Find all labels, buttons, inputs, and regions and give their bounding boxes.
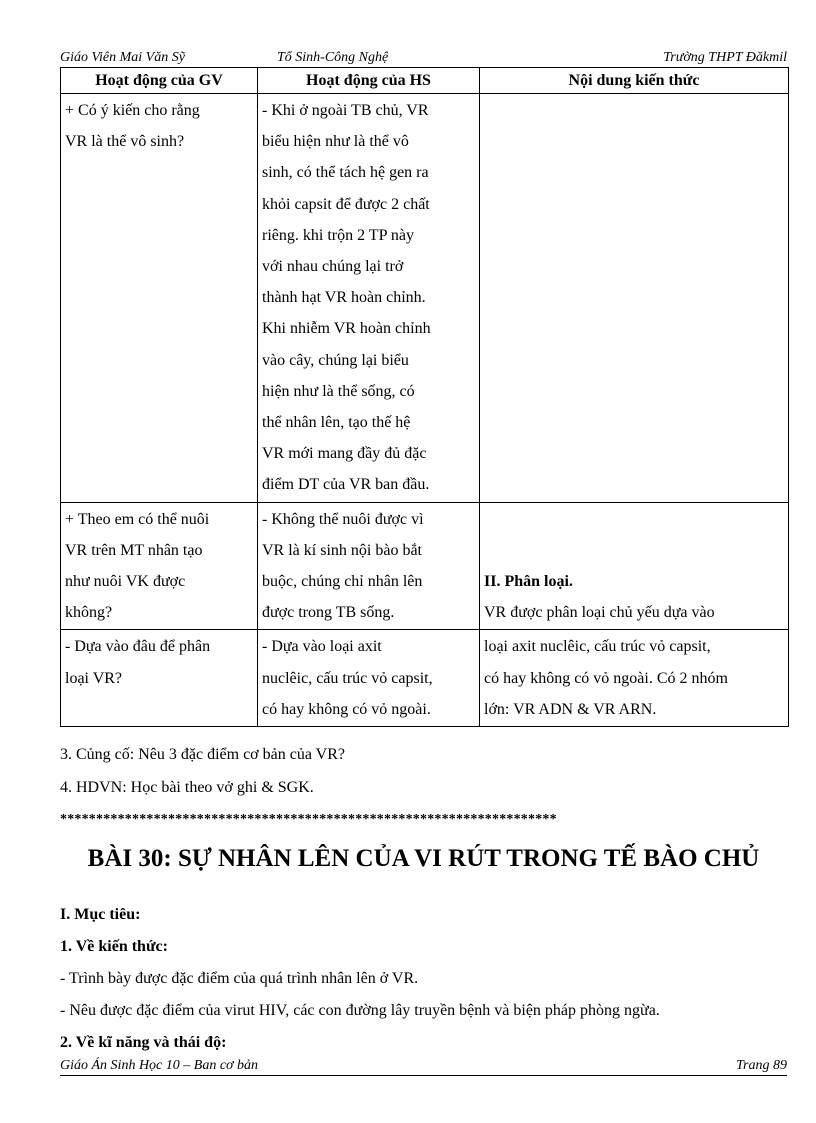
student-activity-cell: [258, 630, 480, 727]
cell-text-line: loại axit nuclêic, cấu trúc vỏ capsit,: [484, 638, 711, 656]
header-department: Tổ Sinh-Công Nghệ: [277, 50, 389, 65]
footer-page-number: Trang 89: [736, 1058, 787, 1073]
cell-text-line: lớn: VR ADN & VR ARN.: [484, 700, 657, 718]
cell-text-line: với nhau chúng lại trở: [262, 258, 404, 276]
cell-text-line: thành hạt VR hoàn chỉnh.: [262, 289, 426, 307]
content-cell: [480, 502, 789, 630]
header-teacher: Giáo Viên Mai Văn Sỹ: [60, 50, 185, 65]
lesson-activity-table: [60, 67, 789, 727]
cell-text-line: không?: [65, 604, 113, 622]
table-row: [61, 502, 789, 630]
header-school: Trường THPT Đăkmil: [663, 50, 787, 65]
cell-text-line: vào cây, chúng lại biểu: [262, 351, 409, 369]
cell-text-line: VR là thể vô sinh?: [65, 133, 185, 151]
cell-text-line: có hay không có vỏ ngoài.: [262, 700, 431, 718]
separator-line: *********************************************************************: [60, 812, 557, 827]
cell-text-line: loại VR?: [65, 669, 123, 687]
cell-text-line: - Khi ở ngoài TB chủ, VR: [262, 102, 429, 119]
cell-text-line: thể nhân lên, tạo thế hệ: [262, 414, 411, 432]
table-row: [61, 630, 789, 727]
cell-text-line: như nuôi VK được: [65, 573, 186, 591]
cell-text-line: Khi nhiễm VR hoàn chỉnh: [262, 320, 431, 338]
knowledge-heading: 1. Về kiến thức:: [60, 938, 168, 955]
cell-text-line: VR được phân loại chủ yếu dựa vào: [484, 604, 715, 622]
cell-text-line: có hay không có vỏ ngoài. Có 2 nhóm: [484, 669, 728, 687]
cell-text-line: + Có ý kiến cho rằng: [65, 102, 200, 119]
cell-text-line: VR trên MT nhân tạo: [65, 541, 203, 559]
objective-item: - Trình bày được đặc điểm của quá trình nhân lên ở VR.: [60, 970, 419, 987]
table-row: [61, 94, 789, 503]
objectives-heading: I. Mục tiêu:: [60, 906, 141, 923]
column-header-teacher: Hoạt động của GV: [61, 68, 258, 94]
cell-text-line: + Theo em có thể nuôi: [65, 510, 210, 528]
skills-heading: 2. Về kĩ năng và thái độ:: [60, 1034, 227, 1051]
footer-course: Giáo Án Sinh Học 10 – Ban cơ bản: [60, 1058, 259, 1073]
page-header: [60, 50, 787, 68]
cell-text-line: VR mới mang đầy đủ đặc: [262, 445, 427, 463]
cell-text-line: khỏi capsit để được 2 chất: [262, 195, 430, 213]
student-activity-cell: [258, 94, 480, 503]
content-heading: II. Phân loại.: [484, 573, 573, 591]
content-cell: [480, 630, 789, 727]
cell-text-line: - Dựa vào loại axit: [262, 638, 382, 656]
page-footer: [60, 1058, 787, 1076]
teacher-activity-cell: [61, 94, 258, 503]
objective-item: - Nêu được đặc điểm của virut HIV, các con đường lây truyền bệnh và biện pháp phòng ngừa.: [60, 1002, 660, 1019]
cell-text-line: được trong TB sống.: [262, 604, 395, 622]
cell-text-line: biểu hiện như là thể vô: [262, 133, 409, 151]
cell-text-line: hiện như là thể sống, có: [262, 382, 415, 400]
lesson-title: BÀI 30: SỰ NHÂN LÊN CỦA VI RÚT TRONG TẾ BÀO CHỦ: [87, 845, 760, 872]
cell-text-line: buộc, chúng chỉ nhân lên: [262, 573, 423, 591]
cell-text-line: riêng. khi trộn 2 TP này: [262, 226, 414, 244]
cell-text-line: điểm DT của VR ban đầu.: [262, 476, 430, 494]
teacher-activity-cell: [61, 502, 258, 630]
cell-text-line: - Dựa vào đâu để phân: [65, 638, 211, 656]
cell-text-line: nuclêic, cấu trúc vỏ capsit,: [262, 669, 433, 687]
cell-text-line: VR là kí sinh nội bào bắt: [262, 541, 422, 559]
table-header-row: [61, 68, 789, 94]
homework-line: 4. HDVN: Học bài theo vở ghi & SGK.: [60, 779, 314, 796]
column-header-student: Hoạt động của HS: [258, 68, 480, 94]
consolidation-line: 3. Củng cố: Nêu 3 đặc điểm cơ bản của VR?: [60, 746, 345, 763]
student-activity-cell: [258, 502, 480, 630]
content-cell: [480, 94, 789, 503]
column-header-content: Nội dung kiến thức: [480, 68, 789, 94]
teacher-activity-cell: [61, 630, 258, 727]
cell-text-line: sinh, có thể tách hệ gen ra: [262, 164, 429, 182]
cell-text-line: - Không thể nuôi được vì: [262, 510, 424, 528]
